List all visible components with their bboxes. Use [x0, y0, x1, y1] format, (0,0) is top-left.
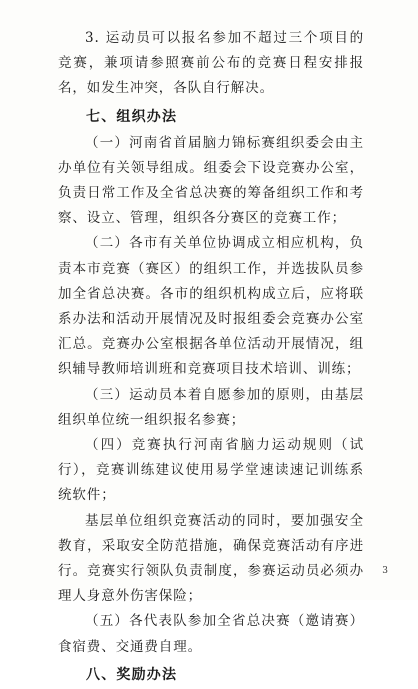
document-body [58, 26, 364, 689]
paragraph-expenses: （五）各代表队参加全省总决赛（邀请赛）食宿费、交通费自理。 [58, 613, 364, 655]
section-heading-awards: 八、奖励办法 [86, 666, 178, 683]
paragraph-organizing-committee: （一）河南省首届脑力锦标赛组织委会由主办单位有关领导组成。组委会下设竞赛办公室，负责日常工作及全省总决赛的筹备组织工作和考察、设立、管理，组织各分赛区的竞赛工作； [58, 134, 364, 227]
paragraph-competition-rules: （四）竞赛执行河南省脑力运动规则（试行），竞赛训练建议使用易学堂速读速记训练系统软件； [58, 437, 364, 504]
page-number: 3 [382, 566, 388, 576]
section-heading-organization: 七、组织办法 [86, 108, 178, 125]
paragraph-registration-limit: 3. 运动员可以报名参加不超过三个项目的竞赛，兼项请参照赛前公布的竞赛日程安排报名，如发生冲突，各队自行解决。 [58, 30, 364, 97]
paragraph-safety: 基层单位组织竞赛活动的同时，要加强安全教育，采取安全防范措施，确保竞赛活动有序进行。竞赛实行领队负责制度，参赛运动员必须办理人身意外伤害保险； [58, 512, 364, 605]
paragraph-city-coordination: （二）各市有关单位协调成立相应机构，负责本市竞赛（赛区）的组织工作，并选拔队员参加全省总决赛。各市的组织机构成立后，应将联系办法和活动开展情况及时报组委会竞赛办公室汇总。竞赛办公室根据各单位活动开展情况，组织辅导教师培训班和竞赛项目技术培训、训练； [58, 235, 364, 378]
paragraph-voluntary-registration: （三）运动员本着自愿参加的原则，由基层组织单位统一组织报名参赛； [58, 386, 364, 428]
